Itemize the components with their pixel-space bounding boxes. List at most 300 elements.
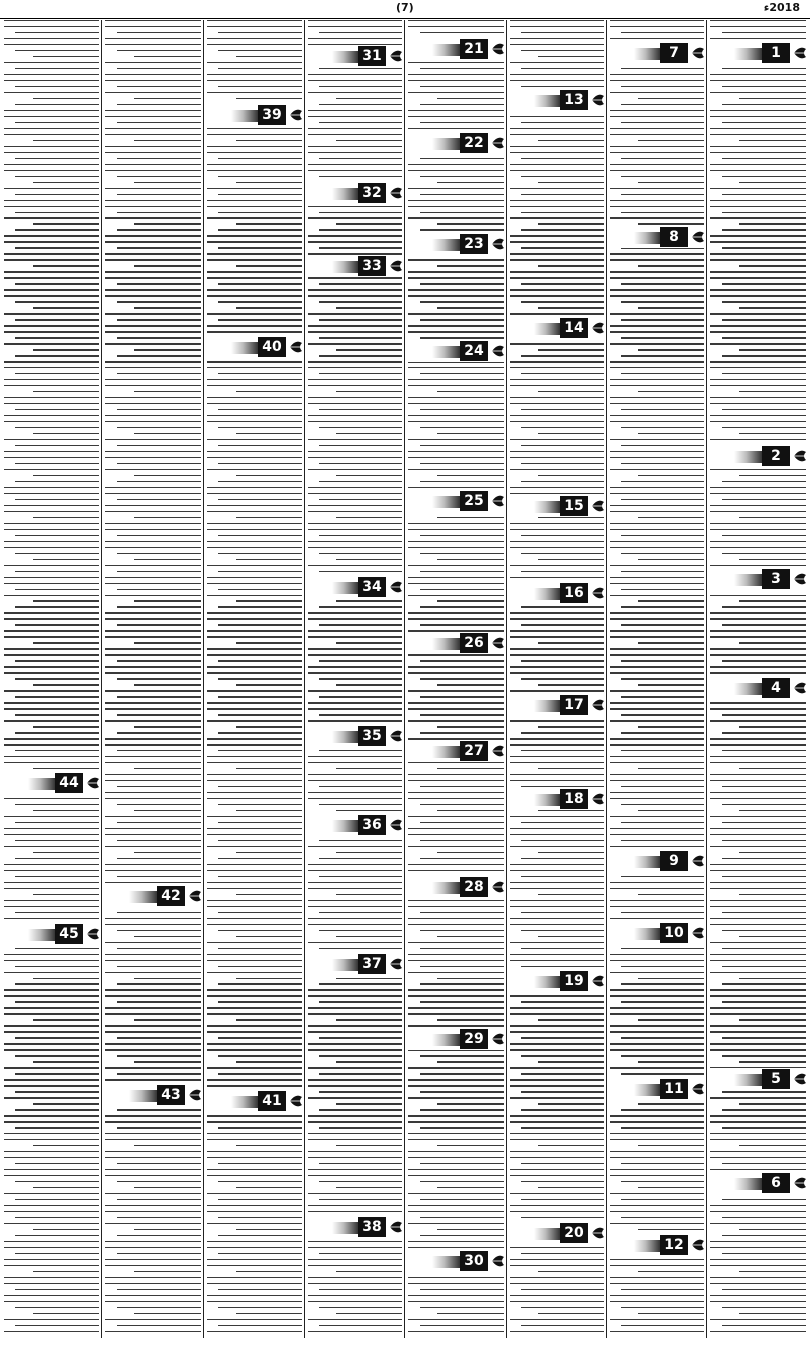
text-line	[710, 1043, 806, 1044]
text-line	[15, 840, 99, 841]
text-line	[236, 642, 303, 643]
text-line	[408, 595, 504, 596]
leaf-icon	[792, 1071, 808, 1087]
text-line	[4, 816, 99, 817]
text-line	[207, 397, 302, 398]
text-line	[319, 983, 402, 984]
leaf-icon	[490, 343, 506, 359]
leaf-icon	[388, 185, 404, 201]
article-text	[4, 20, 99, 1337]
text-line	[207, 1301, 302, 1302]
text-line	[722, 1091, 806, 1092]
text-line	[710, 792, 806, 793]
text-line	[638, 726, 704, 727]
text-line	[105, 385, 201, 386]
text-line	[510, 870, 604, 871]
text-line	[218, 1001, 302, 1002]
text-line	[336, 936, 402, 937]
text-line	[710, 995, 806, 996]
text-line	[510, 487, 604, 488]
text-line	[408, 702, 504, 703]
text-line	[510, 1319, 604, 1320]
text-line	[319, 499, 402, 500]
text-line	[4, 146, 99, 147]
text-line	[710, 924, 806, 925]
text-line	[15, 1109, 99, 1110]
text-line	[4, 870, 99, 871]
text-line	[710, 565, 806, 566]
text-line	[437, 307, 504, 308]
text-line	[510, 20, 604, 21]
text-line	[218, 445, 302, 446]
section-number: 8	[660, 227, 688, 247]
text-line	[610, 110, 704, 111]
text-line	[308, 1259, 402, 1260]
text-line	[521, 427, 604, 428]
text-line	[510, 313, 604, 314]
text-line	[308, 1265, 402, 1266]
text-line	[420, 1109, 504, 1110]
text-line	[408, 110, 504, 111]
text-line	[739, 391, 806, 392]
text-line	[308, 403, 402, 404]
text-line	[218, 373, 302, 374]
column-rule	[101, 20, 102, 1338]
text-line	[105, 74, 201, 75]
text-line	[218, 1325, 302, 1326]
text-line	[610, 995, 704, 996]
section-number: 41	[258, 1091, 286, 1111]
text-line	[710, 110, 806, 111]
text-line	[621, 1181, 704, 1182]
text-line	[336, 307, 402, 308]
text-line	[218, 750, 302, 751]
text-line	[308, 762, 402, 763]
text-line	[408, 164, 504, 165]
text-line	[308, 1025, 402, 1026]
text-line	[621, 876, 704, 877]
text-line	[722, 247, 806, 248]
section-heading	[406, 1028, 506, 1050]
text-line	[308, 1079, 402, 1080]
text-line	[207, 1205, 302, 1206]
text-line	[621, 750, 704, 751]
heading-gradient	[432, 496, 460, 508]
text-line	[105, 1067, 201, 1068]
section-number: 29	[460, 1029, 488, 1049]
heading-gradient	[332, 261, 358, 273]
text-line	[105, 995, 201, 996]
text-line	[510, 1247, 604, 1248]
text-line	[4, 565, 99, 566]
text-line	[207, 134, 302, 135]
text-line	[15, 966, 99, 967]
text-line	[105, 1277, 201, 1278]
text-line	[510, 1115, 604, 1116]
text-line	[308, 331, 402, 332]
text-line	[610, 918, 704, 919]
text-line	[420, 966, 504, 967]
text-line	[105, 798, 201, 799]
text-line	[437, 1145, 504, 1146]
text-line	[710, 134, 806, 135]
text-line	[308, 995, 402, 996]
leaf-icon	[490, 879, 506, 895]
text-line	[510, 1049, 604, 1050]
text-line	[710, 1223, 806, 1224]
text-line	[308, 1247, 402, 1248]
section-number: 30	[460, 1251, 488, 1271]
text-line	[521, 624, 604, 625]
text-line	[610, 1067, 704, 1068]
text-line	[4, 217, 99, 218]
text-line	[510, 954, 604, 955]
section-heading	[508, 1222, 606, 1244]
heading-gradient	[734, 1178, 762, 1190]
text-line	[117, 876, 201, 877]
text-line	[308, 1319, 402, 1320]
text-line	[437, 936, 504, 937]
text-line	[510, 217, 604, 218]
text-line	[437, 768, 504, 769]
text-line	[621, 1163, 704, 1164]
text-line	[105, 924, 201, 925]
text-line	[207, 816, 302, 817]
text-line	[117, 840, 201, 841]
text-line	[420, 229, 504, 230]
text-line	[117, 786, 201, 787]
text-line	[420, 1289, 504, 1290]
text-line	[117, 1307, 201, 1308]
text-line	[4, 379, 99, 380]
text-line	[105, 134, 201, 135]
text-line	[722, 840, 806, 841]
text-line	[408, 128, 504, 129]
text-line	[15, 1199, 99, 1200]
text-line	[408, 1301, 504, 1302]
text-line	[15, 1001, 99, 1002]
text-line	[4, 116, 99, 117]
text-line	[638, 1145, 704, 1146]
text-line	[117, 606, 201, 607]
text-line	[308, 529, 402, 530]
text-line	[710, 666, 806, 667]
text-line	[15, 1127, 99, 1128]
text-line	[105, 1133, 201, 1134]
text-line	[207, 188, 302, 189]
section-heading	[406, 38, 506, 60]
text-line	[610, 774, 704, 775]
text-line	[336, 684, 402, 685]
text-line	[207, 924, 302, 925]
text-line	[105, 702, 201, 703]
text-line	[610, 128, 704, 129]
text-line	[521, 68, 604, 69]
text-line	[510, 774, 604, 775]
text-line	[117, 912, 201, 913]
text-line	[105, 80, 201, 81]
text-line	[610, 636, 704, 637]
heading-gradient	[332, 731, 358, 743]
text-line	[236, 810, 303, 811]
text-line	[722, 858, 806, 859]
text-line	[420, 1235, 504, 1236]
text-line	[420, 104, 504, 105]
text-line	[218, 606, 302, 607]
text-line	[134, 1271, 201, 1272]
text-line	[710, 1121, 806, 1122]
text-line	[105, 403, 201, 404]
text-line	[710, 1169, 806, 1170]
text-line	[510, 1025, 604, 1026]
text-line	[621, 86, 704, 87]
text-line	[521, 1073, 604, 1074]
text-line	[117, 966, 201, 967]
text-line	[15, 1073, 99, 1074]
text-line	[117, 804, 201, 805]
text-line	[15, 553, 99, 554]
text-line	[319, 32, 402, 33]
text-line	[308, 1277, 402, 1278]
text-line	[319, 804, 402, 805]
text-line	[722, 930, 806, 931]
text-line	[336, 349, 402, 350]
text-line	[207, 206, 302, 207]
text-line	[510, 738, 604, 739]
text-line	[710, 816, 806, 817]
text-line	[105, 1025, 201, 1026]
text-line	[207, 200, 302, 201]
text-line	[4, 511, 99, 512]
text-line	[621, 786, 704, 787]
section-number: 17	[560, 695, 588, 715]
text-line	[710, 1013, 806, 1014]
text-line	[510, 636, 604, 637]
text-line	[538, 265, 604, 266]
text-line	[722, 104, 806, 105]
text-line	[538, 433, 604, 434]
section-heading	[306, 814, 404, 836]
text-line	[134, 517, 201, 518]
text-line	[319, 301, 402, 302]
section-heading	[608, 850, 706, 872]
text-line	[207, 960, 302, 961]
text-line	[739, 475, 806, 476]
text-line	[207, 744, 302, 745]
text-column	[103, 20, 203, 1338]
text-line	[236, 1145, 303, 1146]
text-line	[308, 720, 402, 721]
text-line	[15, 535, 99, 536]
text-line	[408, 1067, 504, 1068]
text-line	[308, 846, 402, 847]
text-line	[105, 128, 201, 129]
column-rule	[304, 20, 305, 1338]
text-line	[638, 307, 704, 308]
text-line	[33, 98, 100, 99]
leaf-icon	[590, 791, 606, 807]
text-line	[207, 942, 302, 943]
text-line	[308, 906, 402, 907]
text-line	[610, 451, 704, 452]
text-line	[4, 469, 99, 470]
text-line	[4, 206, 99, 207]
text-line	[638, 1313, 704, 1314]
text-line	[308, 565, 402, 566]
text-line	[408, 451, 504, 452]
section-number: 39	[258, 105, 286, 125]
text-line	[420, 1001, 504, 1002]
text-line	[15, 750, 99, 751]
text-line	[308, 798, 402, 799]
text-line	[610, 1211, 704, 1212]
section-heading	[406, 340, 506, 362]
text-line	[408, 259, 504, 260]
text-line	[437, 1187, 504, 1188]
text-line	[621, 301, 704, 302]
text-line	[117, 714, 201, 715]
text-line	[105, 954, 201, 955]
text-line	[408, 583, 504, 584]
text-line	[105, 816, 201, 817]
text-line	[33, 894, 100, 895]
text-line	[510, 1205, 604, 1206]
text-line	[610, 690, 704, 691]
text-line	[408, 816, 504, 817]
text-line	[308, 654, 402, 655]
text-line	[621, 983, 704, 984]
text-line	[420, 660, 504, 661]
text-line	[739, 1271, 806, 1272]
text-line	[4, 672, 99, 673]
text-line	[722, 714, 806, 715]
text-line	[610, 146, 704, 147]
text-line	[236, 98, 303, 99]
text-line	[33, 182, 100, 183]
text-line	[218, 301, 302, 302]
text-line	[521, 750, 604, 751]
text-line	[610, 738, 704, 739]
text-line	[420, 804, 504, 805]
text-line	[610, 20, 704, 21]
heading-gradient	[534, 700, 560, 712]
text-line	[710, 1049, 806, 1050]
text-line	[319, 481, 402, 482]
text-line	[207, 493, 302, 494]
text-line	[408, 200, 504, 201]
heading-gradient	[28, 778, 55, 790]
text-line	[408, 666, 504, 667]
text-line	[710, 379, 806, 380]
text-line	[308, 415, 402, 416]
text-line	[33, 1271, 100, 1272]
text-line	[218, 481, 302, 482]
text-line	[207, 1331, 302, 1332]
section-heading	[205, 336, 304, 358]
text-line	[218, 876, 302, 877]
text-line	[207, 630, 302, 631]
text-line	[510, 343, 604, 344]
text-line	[710, 529, 806, 530]
text-line	[621, 32, 704, 33]
text-line	[308, 146, 402, 147]
text-line	[134, 56, 201, 57]
text-line	[621, 481, 704, 482]
text-line	[610, 702, 704, 703]
text-line	[15, 158, 99, 159]
text-line	[105, 1115, 201, 1116]
text-line	[408, 1193, 504, 1194]
text-line	[207, 702, 302, 703]
text-line	[218, 786, 302, 787]
text-line	[207, 295, 302, 296]
text-line	[710, 954, 806, 955]
text-line	[105, 654, 201, 655]
text-line	[218, 1199, 302, 1200]
text-line	[722, 1307, 806, 1308]
text-line	[336, 852, 402, 853]
leaf-icon	[590, 320, 606, 336]
text-line	[134, 559, 201, 560]
text-line	[134, 475, 201, 476]
leaf-icon	[187, 888, 203, 904]
text-line	[710, 361, 806, 362]
text-line	[510, 1031, 604, 1032]
text-line	[218, 822, 302, 823]
text-line	[510, 469, 604, 470]
text-line	[521, 1091, 604, 1092]
text-line	[722, 786, 806, 787]
text-line	[610, 397, 704, 398]
section-number: 37	[358, 954, 386, 974]
text-line	[336, 223, 402, 224]
text-line	[521, 212, 604, 213]
text-line	[207, 92, 302, 93]
text-line	[15, 822, 99, 823]
text-line	[15, 247, 99, 248]
text-line	[105, 630, 201, 631]
text-line	[134, 307, 201, 308]
text-line	[33, 307, 100, 308]
text-line	[105, 1175, 201, 1176]
text-line	[308, 618, 402, 619]
text-line	[308, 541, 402, 542]
text-line	[710, 253, 806, 254]
text-line	[134, 726, 201, 727]
text-line	[521, 1127, 604, 1128]
text-line	[722, 1001, 806, 1002]
text-line	[710, 846, 806, 847]
text-line	[710, 1205, 806, 1206]
text-line	[117, 930, 201, 931]
text-line	[510, 170, 604, 171]
text-line	[15, 445, 99, 446]
text-line	[319, 571, 402, 572]
text-line	[420, 301, 504, 302]
heading-gradient	[534, 95, 560, 107]
text-line	[521, 840, 604, 841]
heading-gradient	[634, 1084, 660, 1096]
text-line	[710, 385, 806, 386]
text-line	[722, 1037, 806, 1038]
text-line	[621, 1001, 704, 1002]
text-line	[4, 648, 99, 649]
text-line	[207, 26, 302, 27]
text-line	[319, 858, 402, 859]
text-line	[408, 720, 504, 721]
text-line	[510, 1139, 604, 1140]
text-line	[336, 1103, 402, 1104]
